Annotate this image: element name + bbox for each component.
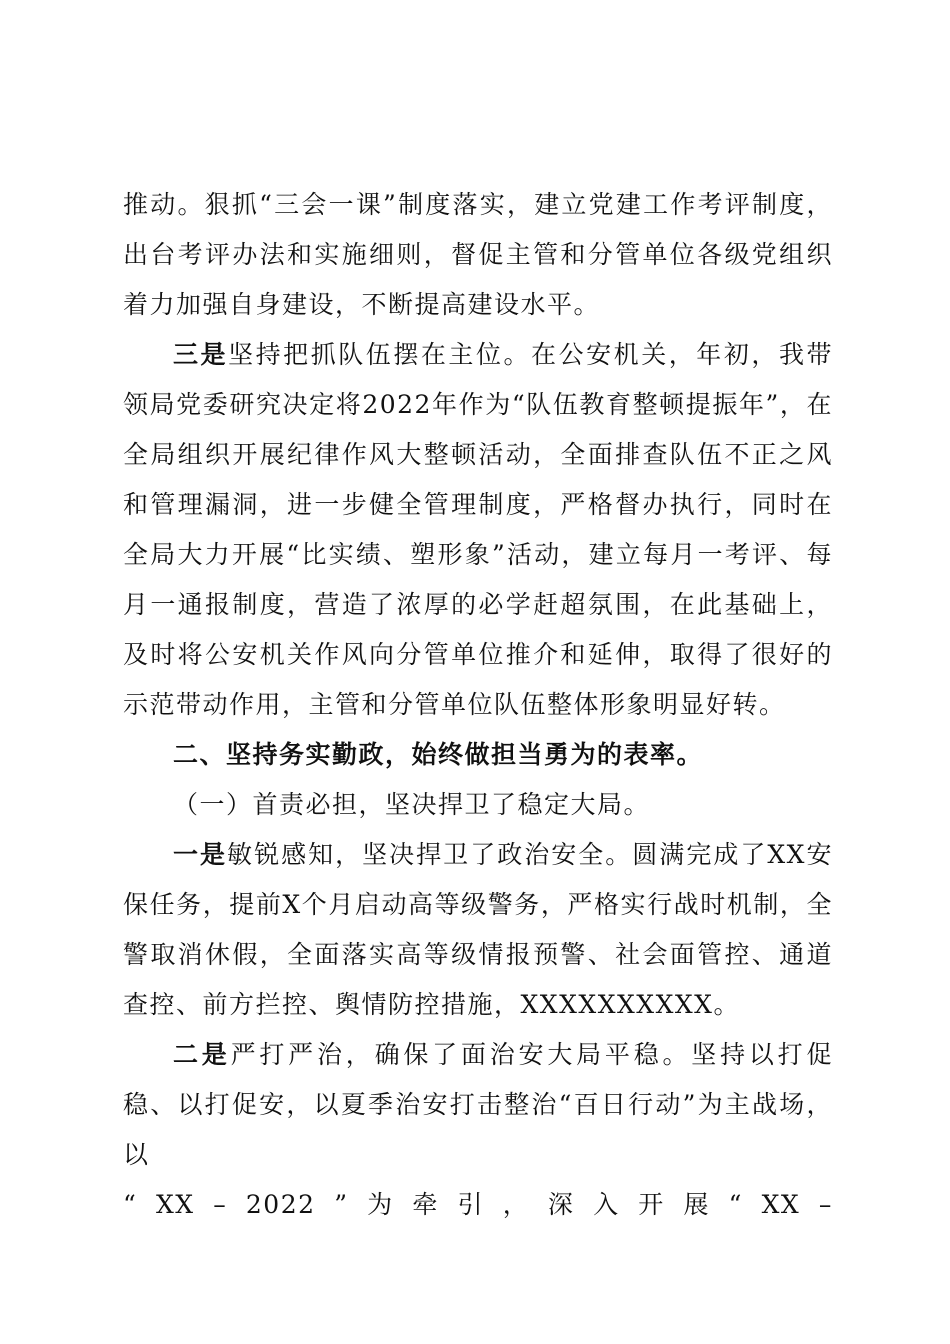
document-body <box>123 180 833 1230</box>
spread-token: 为 <box>367 1190 394 1219</box>
paragraph-text: 坚持把抓队伍摆在主位。在公安机关，年初，我带领局党委研究决定将2022年作为“队伍教育整顿提振年”，在全局组织开展纪律作风大整顿活动，全面排查队伍不正之风和管理漏洞，进一步健全管理制度，严格督办执行，同时在全局大力开展“比实绩、塑形象”活动，建立每月一考评、每月一通报制度，营造了浓厚的必学赶超氛围，在此基础上，及时将公安机关作风向分管单位推介和延伸，取得了很好的示范带动作用，主管和分管单位队伍整体形象明显好转。 <box>123 340 833 719</box>
subsection-heading: （一）首责必担，坚决捍卫了稳定大局。 <box>173 790 651 819</box>
spread-token: 2022 <box>245 1190 316 1219</box>
paragraph-text: 严打严治，确保了面治安大局平稳。坚持以打促稳、以打促安，以夏季治安打击整治“百日行动”为主战场，以 <box>123 1040 833 1169</box>
paragraph-first-point <box>123 830 833 1030</box>
paragraph-lead: 二是 <box>173 1040 231 1069</box>
spread-token: ” <box>334 1190 349 1219</box>
spread-token: 入 <box>593 1190 620 1219</box>
spread-token: – <box>818 1190 833 1219</box>
paragraph-lead: 一是 <box>173 840 228 869</box>
paragraph-lead: 三是 <box>173 340 229 369</box>
section-heading: 二、坚持务实勤政，始终做担当勇为的表率。 <box>173 740 704 769</box>
paragraph-text: 敏锐感知，坚决捍卫了政治安全。圆满完成了XX安保任务，提前X个月启动高等级警务，严格实行战时机制，全警取消休假，全面落实高等级情报预警、社会面管控、通道查控、前方拦控、舆情防控措施，XXXXXXXXXX。 <box>123 840 833 1019</box>
spread-token: 引 <box>457 1190 485 1219</box>
spread-token: – <box>213 1190 228 1219</box>
spread-token: 开 <box>638 1190 665 1219</box>
paragraph-text: 推动。狠抓“三会一课”制度落实，建立党建工作考评制度，出台考评办法和实施细则，督促主管和分管单位各级党组织着力加强自身建设，不断提高建设水平。 <box>123 190 833 319</box>
paragraph-continuation <box>123 180 833 330</box>
paragraph-second-point <box>123 1030 833 1180</box>
spread-token: 牵 <box>412 1190 439 1219</box>
spread-token: 深 <box>547 1190 575 1219</box>
spread-line <box>123 1180 833 1230</box>
spread-token: XX <box>155 1190 195 1219</box>
spread-token: “ <box>123 1190 138 1219</box>
spread-token: XX <box>761 1190 801 1219</box>
spread-token: ， <box>502 1190 530 1219</box>
paragraph-third-point <box>123 330 833 730</box>
spread-token: “ <box>728 1190 743 1219</box>
spread-token: 展 <box>683 1190 710 1219</box>
